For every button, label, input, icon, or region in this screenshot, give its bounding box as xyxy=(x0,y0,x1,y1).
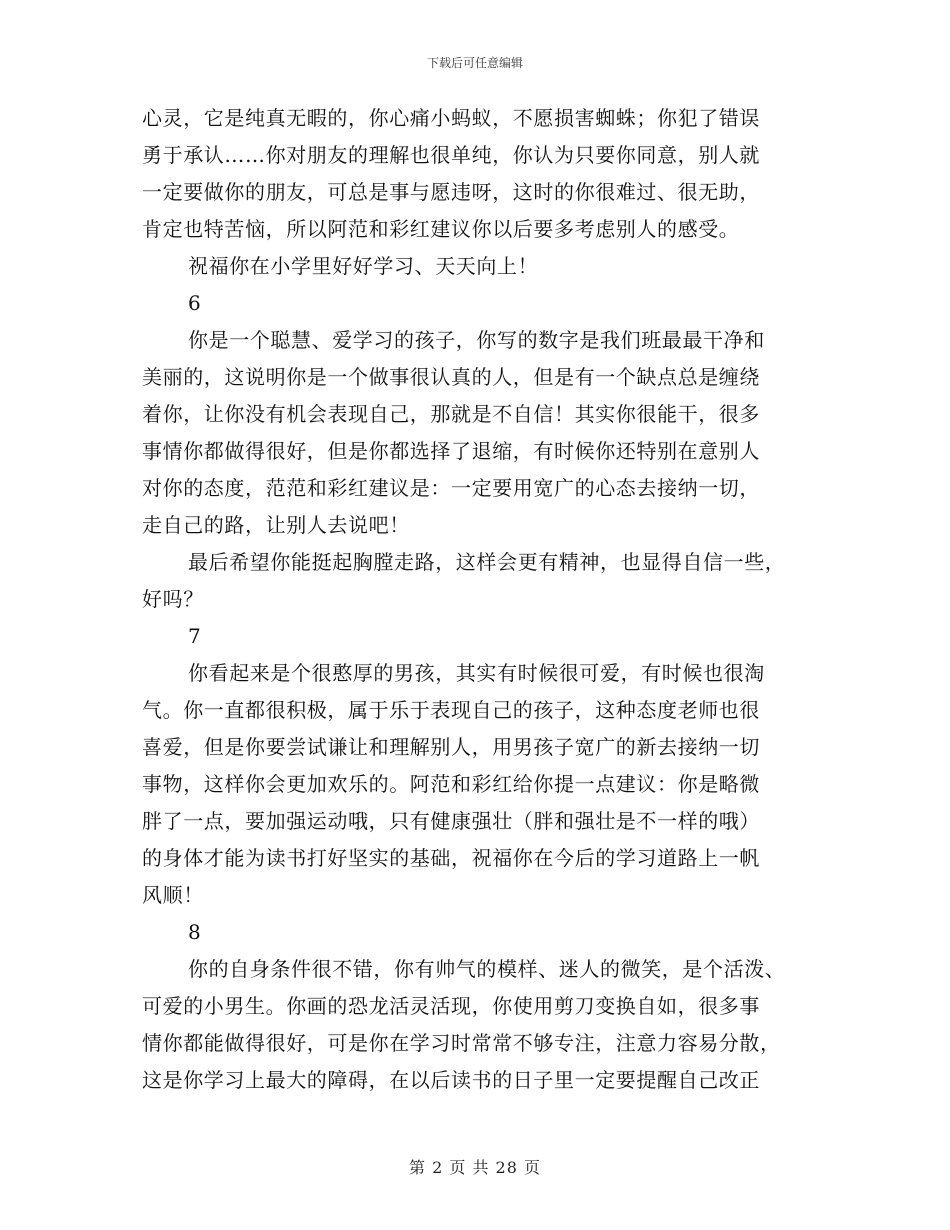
text-line-4: 肯定也特苦恼，所以阿范和彩红建议你以后要多考虑别人的感受。 xyxy=(142,217,740,241)
text-line-3: 一定要做你的朋友，可总是事与愿违呀，这时的你很难过、很无助， xyxy=(142,180,760,204)
text-line-1: 心灵，它是纯真无暇的，你心痛小蚂蚁，不愿损害蜘蛛；你犯了错误 xyxy=(142,106,760,130)
text-line-13: 最后希望你能挺起胸膛走路，这样会更有精神，也显得自信一些， xyxy=(188,550,786,574)
text-line-26: 情你都能做得很好，可是你在学习时常常不够专注，注意力容易分散， xyxy=(142,1031,781,1055)
page-footer: 第 2 页 共 28 页 xyxy=(409,1158,541,1177)
text-line-25: 可爱的小男生。你画的恐龙活灵活现，你使用剪刀变换自如，很多事 xyxy=(142,994,760,1018)
text-line-11: 对你的态度，范范和彩红建议是：一定要用宽广的心态去接纳一切， xyxy=(142,476,760,500)
text-line-5: 祝福你在小学里好好学习、天天向上！ xyxy=(188,254,539,278)
section-number-7: 7 xyxy=(188,624,202,648)
text-line-18: 喜爱，但是你要尝试谦让和理解别人，用男孩子宽广的新去接纳一切 xyxy=(142,735,760,759)
document-body xyxy=(142,100,814,1099)
text-line-19: 事物，这样你会更加欢乐的。阿范和彩红给你提一点建议：你是略微 xyxy=(142,772,760,796)
text-line-14: 好吗？ xyxy=(142,587,204,611)
page-header: 下载后可任意编辑 xyxy=(426,56,523,70)
text-line-27: 这是你学习上最大的障碍，在以后读书的日子里一定要提醒自己改正 xyxy=(142,1068,760,1092)
text-line-9: 着你，让你没有机会表现自己，那就是不自信！其实你很能干，很多 xyxy=(142,402,760,426)
text-line-17: 气。你一直都很积极，属于乐于表现自己的孩子，这种态度老师也很 xyxy=(142,698,760,722)
text-line-10: 事情你都做得很好，但是你都选择了退缩，有时候你还特别在意别人 xyxy=(142,439,760,463)
text-line-8: 美丽的，这说明你是一个做事很认真的人，但是有一个缺点总是缠绕 xyxy=(142,365,760,389)
text-line-7: 你是一个聪慧、爱学习的孩子，你写的数字是我们班最最干净和 xyxy=(188,328,765,352)
text-line-24: 你的自身条件很不错，你有帅气的模样、迷人的微笑，是个活泼、 xyxy=(188,957,786,981)
text-line-21: 的身体才能为读书打好坚实的基础，祝福你在今后的学习道路上一帆 xyxy=(142,846,760,870)
text-line-20: 胖了一点，要加强运动哦，只有健康强壮（胖和强壮是不一样的哦） xyxy=(142,809,760,833)
text-line-22: 风顺！ xyxy=(142,883,204,907)
section-number-8: 8 xyxy=(188,920,202,944)
section-number-6: 6 xyxy=(188,291,202,315)
text-line-12: 走自己的路，让别人去说吧！ xyxy=(142,513,410,537)
text-line-16: 你看起来是个很憨厚的男孩，其实有时候很可爱，有时候也很淘 xyxy=(188,661,765,685)
text-line-2: 勇于承认……你对朋友的理解也很单纯，你认为只要你同意，别人就 xyxy=(142,143,760,167)
